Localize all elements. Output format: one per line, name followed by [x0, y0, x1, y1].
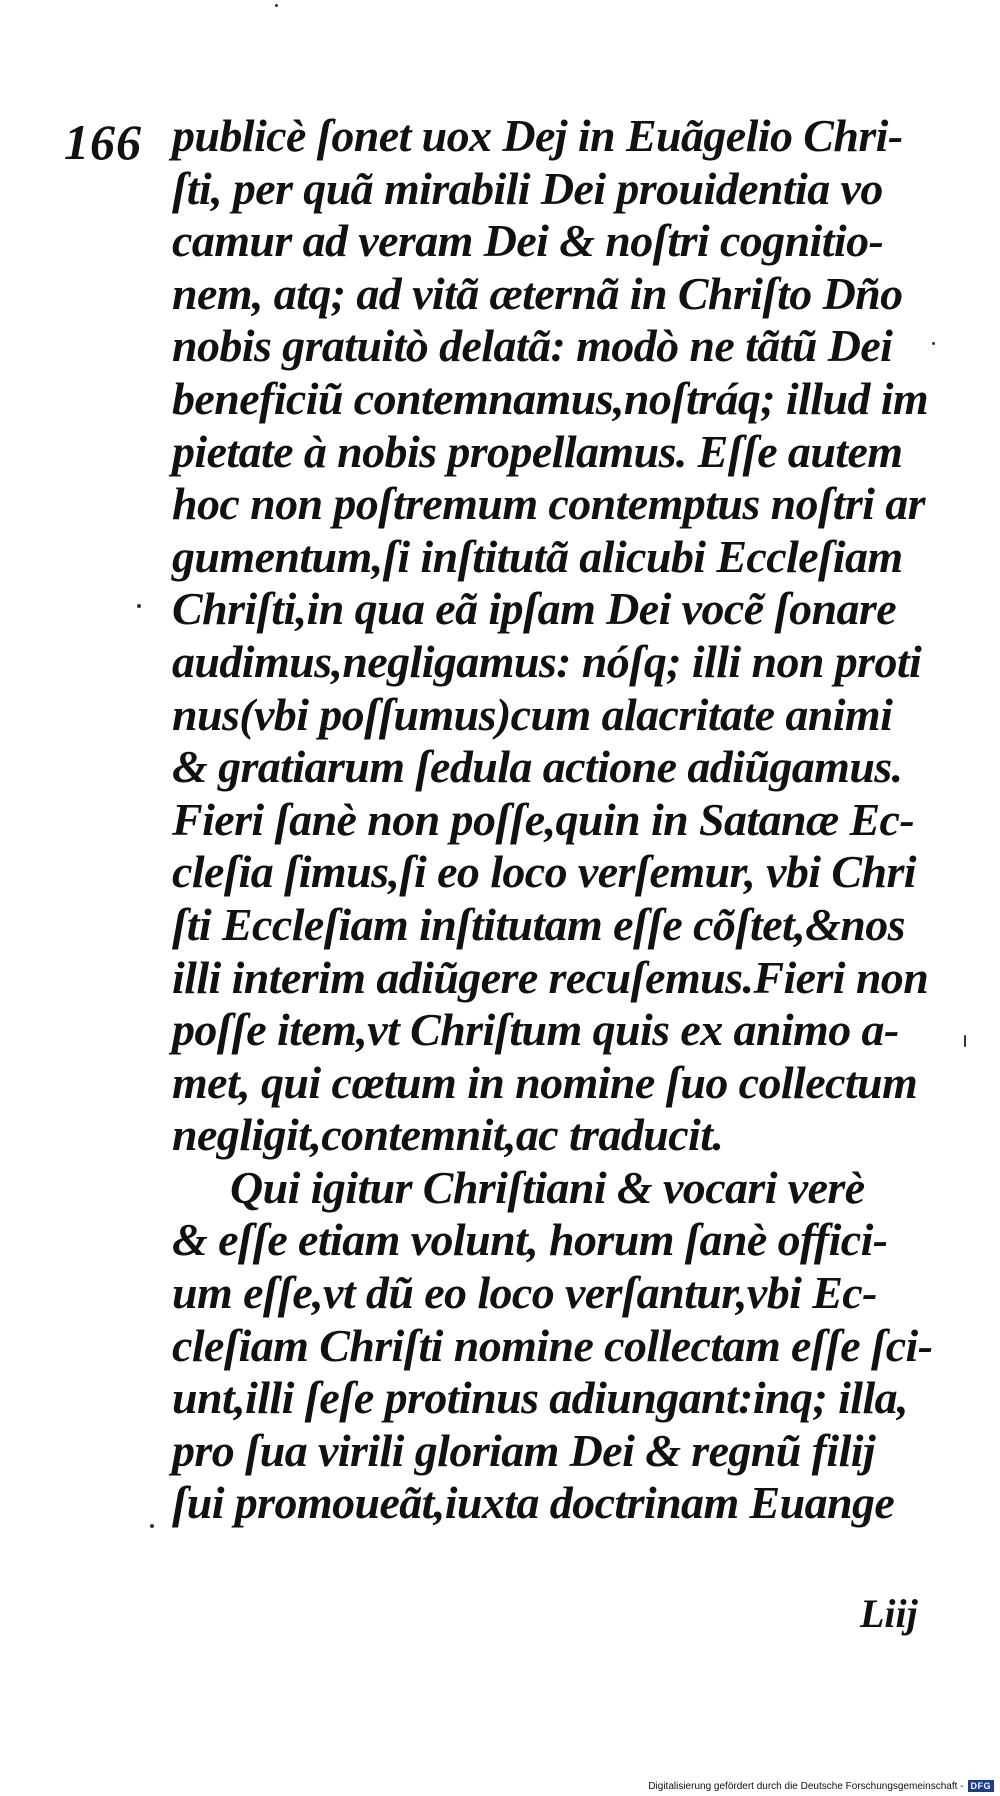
text-line: nus(vbi poſſumus)cum alacritate animi: [172, 688, 893, 740]
text-line: gumentum,ſi inſtitutã alicubi Eccleſiam: [172, 530, 903, 582]
text-line: pro ſua virili gloriam Dei & regnũ filij: [172, 1424, 876, 1476]
text-line: nem, atq; ad vitã æternã in Chriſto Dño: [172, 267, 903, 319]
text-line: & eſſe etiam volunt, horum ſanè offici-: [172, 1214, 888, 1266]
ink-speck: [137, 604, 141, 608]
text-line: Chriſti,in qua eã ipſam Dei vocẽ ſonare: [172, 583, 897, 635]
digitization-footer: [648, 1780, 994, 1792]
text-line: & gratiarum ſedula actione adiũgamus.: [172, 741, 903, 793]
ink-speck: [275, 4, 278, 7]
text-line: cleſiam Chriſti nomine collectam eſſe ſci-: [172, 1319, 933, 1371]
text-line: poſſe item,vt Chriſtum quis ex animo a-: [172, 1004, 899, 1056]
text-line: publicè ſonet uox Dej in Euãgelio Chri-: [172, 110, 903, 161]
text-line: pietate à nobis propellamus. Eſſe autem: [172, 425, 903, 477]
text-line: Fieri ſanè non poſſe,quin in Satanæ Ec-: [172, 793, 915, 845]
ink-speck: [932, 342, 935, 345]
ink-speck: [150, 1524, 154, 1528]
signature-mark: Liij: [860, 1591, 918, 1636]
text-line: unt,illi ſeſe protinus adiungant:inq; illa,: [172, 1372, 908, 1424]
page-number: 166: [64, 114, 142, 170]
text-line: ſui promoueãt,iuxta doctrinam Euange: [172, 1477, 895, 1529]
text-line: illi interim adiũgere recuſemus.Fieri non: [172, 951, 929, 1003]
text-line: ſti Eccleſiam inſtitutam eſſe cõſtet,&nos: [172, 898, 905, 950]
body-text: [172, 110, 933, 1530]
text-line: um eſſe,vt dũ eo loco verſantur,vbi Ec-: [172, 1267, 877, 1319]
text-line: nobis gratuitò delatã: modò ne tãtũ Dei: [172, 320, 893, 372]
text-line: audimus,negligamus: nóſq; illi non proti: [172, 635, 922, 687]
ink-speck: [964, 1035, 966, 1047]
text-line: met, qui cœtum in nomine ſuo collectum: [172, 1056, 918, 1108]
paragraph-start-line: Qui igitur Chriſtiani & vocari verè: [230, 1161, 865, 1213]
text-line: ſti, per quã mirabili Dei prouidentia vo: [172, 162, 883, 214]
dfg-logo: DFG: [968, 1780, 995, 1792]
funding-credit: Digitalisierung gefördert durch die Deutsche Forschungsgemeinschaft -: [648, 1780, 964, 1792]
text-line: beneficiũ contemnamus,noſtráq; illud im: [172, 372, 929, 424]
text-line: cleſia ſimus,ſi eo loco verſemur, vbi Chri: [172, 846, 916, 898]
text-line: camur ad veram Dei & noſtri cognitio-: [172, 215, 884, 267]
text-line: hoc non poſtremum contemptus noſtri ar: [172, 478, 925, 530]
text-line: negligit,contemnit,ac traducit.: [172, 1109, 724, 1161]
